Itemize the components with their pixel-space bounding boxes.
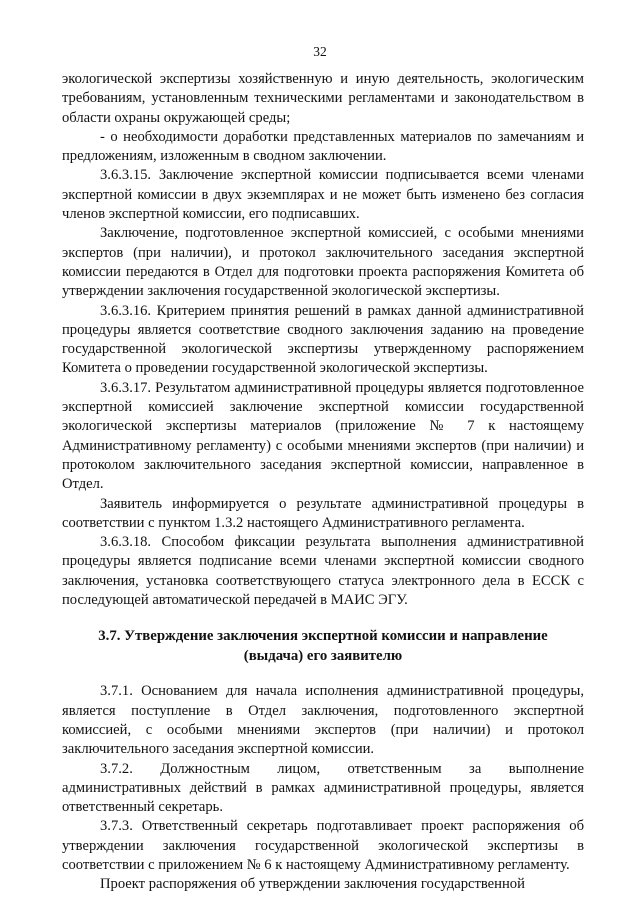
paragraph-top-8: 3.6.3.18. Способом фиксации результата выполнения административной процедуры является подписание всеми членами экспертной комиссии сводного заключения, установка соответствующего статуса электронного дела в ЕССК с последующей автоматической передачей в МАИС ЭГУ. <box>62 534 584 609</box>
paragraph-top-7: Заявитель информируется о результате административной процедуры в соответствии с пунктом 1.3.2 настоящего Административного регламента. <box>62 495 584 531</box>
paragraph-top-1: экологической экспертизы хозяйственную и иную деятельность, экологическим требованиям, установленным техническими регламентами и законодательством в области охраны окружающей среды; <box>62 71 584 126</box>
paragraph-top-6: 3.6.3.17. Результатом административной процедуры является подготовленное экспертной комиссией заключение экспертной комиссии государственной экологической экспертизы материалов (приложение № 7 к настоящему Административному регламенту) с особыми мнениями экспертов (при наличии) и протоколом заключительного заседания экспертной комиссии, направленное в Отдел. <box>62 379 584 493</box>
paragraph-top-4: Заключение, подготовленное экспертной комиссией, с особыми мнениями экспертов (при наличии), и протокол заключительного заседания экспертной комиссии передаются в Отдел для подготовки проекта распоряжения Комитета об утверждении заключения государственной экологической экспертизы. <box>62 225 584 300</box>
paragraph-top-5: 3.6.3.16. Критерием принятия решений в рамках данной административной процедуры является соответствие сводного заключения заданию на проведение государственной экологической экспертизы утвержденному распоряжением Комитета о проведении государственной экологической экспертизы. <box>62 302 584 377</box>
page-number: 32 <box>313 44 327 59</box>
paragraph-bottom-2: 3.7.2. Должностным лицом, ответственным за выполнение административных действий в рамках административной процедуры, является ответственный секретарь. <box>62 760 584 816</box>
section-heading: 3.7. Утверждение заключения экспертной комиссии и направление (выдача) его заявителю <box>98 628 548 664</box>
paragraph-top-3: 3.6.3.15. Заключение экспертной комиссии подписывается всеми членами экспертной комиссии в двух экземплярах и не может быть изменено без согласия членов экспертной комиссии, его подписавших. <box>62 167 584 223</box>
document-body <box>62 70 584 895</box>
paragraph-bottom-1: 3.7.1. Основанием для начала исполнения административной процедуры, является поступление в Отдел заключения, подготовленного экспертной комиссией, с особыми мнениями экспертов (при наличии) и протокол заключительного заседания экспертной комиссии. <box>62 683 584 758</box>
paragraph-bottom-3: 3.7.3. Ответственный секретарь подготавливает проект распоряжения об утверждении заключения государственной экологической экспертизы в соответствии с приложением № 6 к настоящему Административному регламенту. <box>62 818 584 873</box>
paragraph-top-2: - о необходимости доработки представленных материалов по замечаниям и предложениям, изложенным в сводном заключении. <box>62 128 584 165</box>
paragraph-bottom-4: Проект распоряжения об утверждении заключения государственной <box>100 876 525 893</box>
